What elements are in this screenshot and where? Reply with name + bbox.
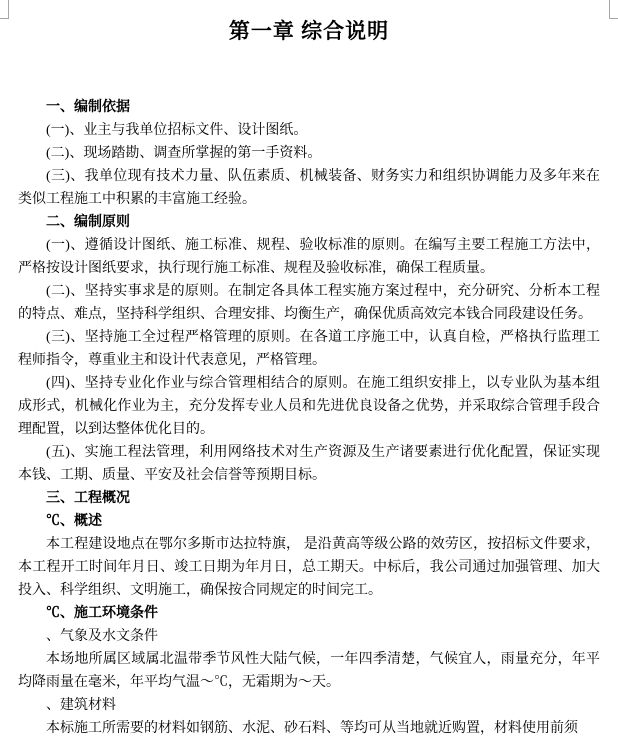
page-title: 第一章 综合说明 [228, 19, 390, 43]
sub-section-heading: ℃、概述 [46, 514, 102, 529]
paragraph: (四)、坚持专业化作业与综合管理相结合的原则。在施工组织安排上，以专业队为基本组成形式，机械化作业为主，充分发挥专业人员和先进优良设备之优势，并采取综合管理手段合理配置，以到达整体优化目的。 [18, 376, 600, 437]
crop-mark-top-right-icon [609, 0, 618, 19]
paragraph: (二)、现场踏勘、调查所掌握的第一手资料。 [46, 146, 322, 161]
paragraph: (二)、坚持实事求是的原则。在制定各具体工程实施方案过程中，充分研究、分析本工程的特点、难点，坚持科学组织、合理安排、均衡生产，确保优质高效完本钱合同段建设任务。 [18, 284, 600, 322]
crop-mark-top-left-icon [0, 0, 9, 19]
sub-heading: 、气象及水文条件 [46, 629, 158, 644]
section-heading: 三、工程概况 [46, 491, 130, 506]
document-body [18, 96, 600, 740]
paragraph: (五)、实施工程法管理，利用网络技术对生产资源及生产诸要素进行优化配置，保证实现本钱、工期、质量、平安及社会信誉等预期目标。 [18, 445, 600, 483]
paragraph: (三)、坚持施工全过程严格管理的原则。在各道工序施工中，认真自检，严格执行监理工程师指令，尊重业主和设计代表意见，严格管理。 [18, 330, 600, 368]
paragraph: 本场地所属区域属北温带季节风性大陆气候，一年四季清楚，气候宜人，雨量充分，年平均降雨量在毫米，年平均气温～℃，无霜期为～天。 [18, 652, 600, 690]
sub-section-heading: ℃、施工环境条件 [46, 606, 158, 621]
sub-heading: 、建筑材料 [46, 698, 116, 713]
paragraph: (三)、我单位现有技术力量、队伍素质、机械装备、财务实力和组织协调能力及多年来在类似工程施工中积累的丰富施工经验。 [18, 169, 600, 207]
paragraph: (一)、业主与我单位招标文件、设计图纸。 [46, 123, 308, 138]
section-heading: 一、编制依据 [46, 100, 130, 115]
section-heading: 二、编制原则 [46, 215, 130, 230]
paragraph: 本标施工所需要的材料如钢筋、水泥、砂石料、等均可从当地就近购置，材料使用前须 [46, 721, 578, 736]
paragraph: (一)、遵循设计图纸、施工标准、规程、验收标准的原则。在编写主要工程施工方法中，严格按设计图纸要求，执行现行施工标准、规程及验收标准，确保工程质量。 [18, 238, 600, 276]
paragraph: 本工程建设地点在鄂尔多斯市达拉特旗， 是沿黄高等级公路的效劳区，按招标文件要求，本工程开工时间年月日、竣工日期为年月日，总工期天。中标后，我公司通过加强管理、加大投入、科学组织、文明施工，确保按合同规定的时间完工。 [18, 537, 600, 598]
